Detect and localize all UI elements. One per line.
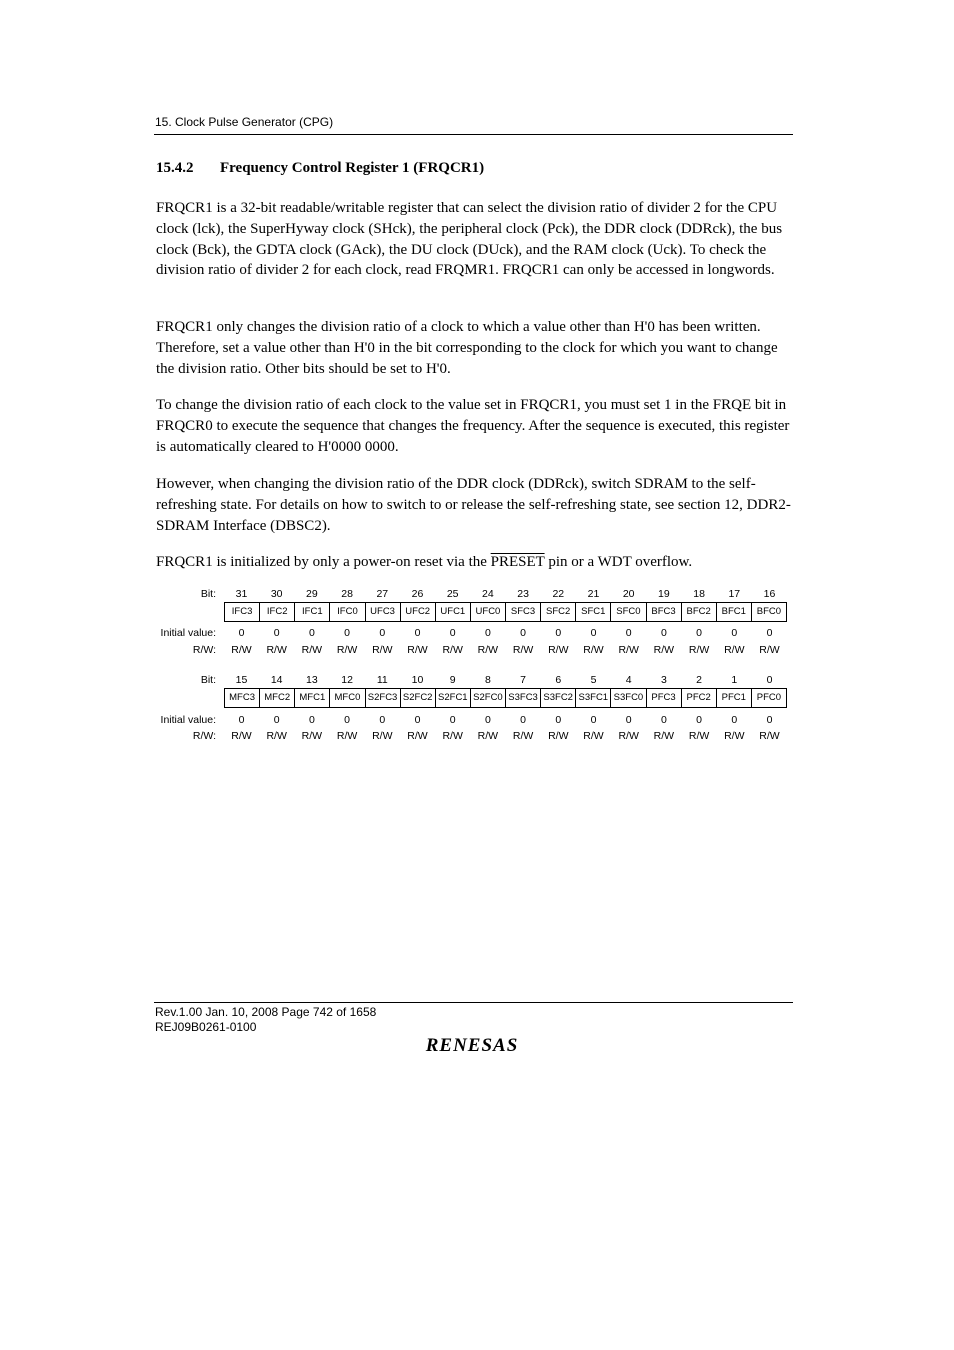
bit-number: 27 bbox=[376, 588, 389, 600]
rw-value: R/W bbox=[407, 644, 428, 656]
register-field: S2FC1 bbox=[436, 689, 471, 707]
register-field: IFC1 bbox=[295, 603, 330, 621]
paragraph-description: FRQCR1 is a 32-bit readable/writable register that can select the division ratio of divider 2 for the CPU clock (lck), the SuperHyway clock (SHck), the peripheral clock (Pck), the DDR clock (DDRck), the bus clock (Bck), the GDTA clock (GAck), the DU clock (DUck), and the RAM clock (Uck). To check the division ratio of divider 2 for each clock, read FRQMR1. FRQCR1 can only be accessed in longwords. bbox=[156, 200, 783, 279]
initial-value: 0 bbox=[555, 714, 562, 726]
initial-value: 0 bbox=[731, 627, 738, 639]
bit-number: 24 bbox=[482, 588, 494, 600]
section-heading bbox=[156, 160, 484, 177]
register-field: S3FC2 bbox=[541, 689, 576, 707]
register-field: BFC3 bbox=[647, 603, 682, 621]
initial-value: 0 bbox=[660, 627, 667, 639]
rw-value: R/W bbox=[407, 730, 428, 742]
bit-number: 0 bbox=[766, 674, 773, 686]
bit-number: 1 bbox=[731, 674, 738, 686]
bit-number: 19 bbox=[658, 588, 670, 600]
bit-number: 17 bbox=[728, 588, 741, 600]
initial-value: 0 bbox=[449, 714, 456, 726]
initial-value: 0 bbox=[696, 627, 703, 639]
rw-value: R/W bbox=[231, 730, 252, 742]
register-field: UFC0 bbox=[471, 603, 506, 621]
bit-number-row-lower-label: Bit: bbox=[200, 674, 216, 686]
bit-number: 4 bbox=[625, 674, 632, 686]
initial-value: 0 bbox=[484, 627, 491, 639]
rw-value: R/W bbox=[266, 730, 287, 742]
bit-number: 6 bbox=[555, 674, 562, 686]
initial-value: 0 bbox=[414, 714, 421, 726]
register-field: S3FC1 bbox=[576, 689, 611, 707]
rw-value: R/W bbox=[512, 644, 534, 656]
register-field: S2FC0 bbox=[471, 689, 506, 707]
rw-value: R/W bbox=[301, 730, 323, 742]
register-field: PFC0 bbox=[756, 692, 782, 703]
bit-number: 5 bbox=[590, 674, 597, 686]
register-fields-lower bbox=[224, 688, 787, 708]
paragraph-frqe-sequence: To change the division ratio of each clock to the value set in FRQCR1, you must set 1 in the FRQE bit in FRQCR0 to execute the sequence that changes the frequency. After the sequence is executed, this register is automatically cleared to H'0000 0000. bbox=[156, 397, 790, 455]
rw-value: R/W bbox=[336, 730, 358, 742]
bit-number: 22 bbox=[552, 588, 565, 600]
register-field: MFC1 bbox=[295, 689, 330, 707]
bit-number: 29 bbox=[306, 588, 318, 600]
rw-value: R/W bbox=[759, 730, 780, 742]
initial-value: 0 bbox=[766, 714, 773, 726]
register-field: SFC3 bbox=[506, 603, 541, 621]
rw-value: R/W bbox=[618, 644, 639, 656]
paragraph-division-ratio: FRQCR1 only changes the division ratio of a clock to which a value other than H'0 has been written. Therefore, set a value other than H'0 in the bit corresponding to the clock for which you want to change the division ratio. Other bits should be set to H'0. bbox=[156, 319, 778, 377]
initial-value: 0 bbox=[273, 627, 280, 639]
footer-doc-number: REJ09B0261-0100 bbox=[155, 1020, 257, 1034]
bit-number: 10 bbox=[411, 674, 424, 686]
rw-value: R/W bbox=[231, 644, 252, 656]
paragraph-initialization bbox=[156, 552, 796, 573]
footer-rule bbox=[154, 1002, 793, 1003]
initial-value: 0 bbox=[520, 627, 527, 639]
rw-value: R/W bbox=[583, 644, 604, 656]
rw-value: R/W bbox=[442, 644, 463, 656]
register-field: BFC0 bbox=[756, 606, 782, 617]
bit-number: 31 bbox=[235, 588, 248, 600]
initial-value: 0 bbox=[766, 627, 773, 639]
initial-value: 0 bbox=[520, 714, 527, 726]
initial-value: 0 bbox=[379, 627, 386, 639]
rw-value: R/W bbox=[477, 730, 499, 742]
initial-value: 0 bbox=[696, 714, 703, 726]
bit-number: 21 bbox=[587, 588, 600, 600]
register-field: IFC0 bbox=[330, 603, 365, 621]
register-field: S2FC2 bbox=[401, 689, 436, 707]
initial-value-row-lower-label: Initial value: bbox=[160, 714, 216, 726]
rw-value: R/W bbox=[583, 730, 604, 742]
register-field: PFC2 bbox=[682, 689, 717, 707]
renesas-logo bbox=[410, 1034, 534, 1061]
rw-value: R/W bbox=[266, 644, 287, 656]
rw-value: R/W bbox=[301, 644, 323, 656]
register-field: PFC3 bbox=[647, 689, 682, 707]
rw-value: R/W bbox=[759, 644, 780, 656]
initial-value: 0 bbox=[449, 627, 456, 639]
rw-row-upper-label: R/W: bbox=[192, 644, 216, 656]
initial-value: 0 bbox=[590, 627, 597, 639]
initial-value: 0 bbox=[555, 627, 562, 639]
initial-value: 0 bbox=[590, 714, 597, 726]
header-rule bbox=[154, 134, 793, 135]
initial-value: 0 bbox=[414, 627, 421, 639]
rw-value: R/W bbox=[336, 644, 358, 656]
initial-value: 0 bbox=[731, 714, 738, 726]
rw-value: R/W bbox=[548, 644, 569, 656]
bit-number: 28 bbox=[341, 588, 353, 600]
register-field: BFC1 bbox=[717, 603, 752, 621]
bit-number: 2 bbox=[696, 674, 703, 686]
bit-number: 14 bbox=[270, 674, 283, 686]
rw-row-lower-label: R/W: bbox=[192, 730, 216, 742]
rw-value: R/W bbox=[372, 730, 393, 742]
bit-number: 15 bbox=[235, 674, 248, 686]
register-field: SFC0 bbox=[611, 603, 646, 621]
register-field: S2FC3 bbox=[366, 689, 401, 707]
rw-value: R/W bbox=[688, 730, 710, 742]
rw-value: R/W bbox=[688, 644, 710, 656]
register-field: BFC2 bbox=[682, 603, 717, 621]
register-field: S3FC3 bbox=[506, 689, 541, 707]
section-title: Frequency Control Register 1 (FRQCR1) bbox=[220, 160, 485, 176]
rw-value: R/W bbox=[372, 644, 393, 656]
rw-value: R/W bbox=[653, 730, 675, 742]
bit-number: 26 bbox=[411, 588, 424, 600]
bit-number: 23 bbox=[517, 588, 529, 600]
initial-value: 0 bbox=[308, 627, 315, 639]
register-field: IFC2 bbox=[260, 603, 295, 621]
bit-number-row-upper-label: Bit: bbox=[200, 588, 216, 600]
register-field: S3FC0 bbox=[611, 689, 646, 707]
preset-pin-name: PRESET bbox=[490, 554, 545, 570]
paragraph-ddr-note: However, when changing the division ratio of the DDR clock (DDRck), switch SDRAM to the self-refreshing state. For details on how to switch to or release the self-refreshing state, see section 12, DDR2-SDRAM Interface (DBSC2). bbox=[156, 476, 791, 534]
footer-revision: Rev.1.00 Jan. 10, 2008 Page 742 of 1658 bbox=[155, 1005, 377, 1019]
bit-number: 9 bbox=[449, 674, 456, 686]
bit-number: 12 bbox=[341, 674, 353, 686]
initial-value-row-upper-label: Initial value: bbox=[160, 627, 216, 639]
register-field: MFC3 bbox=[225, 689, 260, 707]
initial-value: 0 bbox=[625, 714, 632, 726]
bit-number: 25 bbox=[446, 588, 459, 600]
bit-number: 11 bbox=[376, 674, 388, 686]
register-field: SFC2 bbox=[541, 603, 576, 621]
logo-wordmark: RENESAS bbox=[425, 1035, 519, 1056]
rw-value: R/W bbox=[442, 730, 463, 742]
bit-number: 13 bbox=[306, 674, 318, 686]
initial-value: 0 bbox=[238, 714, 245, 726]
rw-value: R/W bbox=[512, 730, 534, 742]
register-field: MFC2 bbox=[260, 689, 295, 707]
initial-value: 0 bbox=[273, 714, 280, 726]
initial-value: 0 bbox=[484, 714, 491, 726]
register-fields-upper bbox=[224, 602, 787, 622]
init-text-after: pin or a WDT overflow. bbox=[544, 554, 693, 570]
rw-value: R/W bbox=[477, 644, 499, 656]
register-field: IFC3 bbox=[225, 603, 260, 621]
initial-value: 0 bbox=[238, 627, 245, 639]
initial-value: 0 bbox=[660, 714, 667, 726]
bit-number: 3 bbox=[660, 674, 667, 686]
register-field: UFC1 bbox=[436, 603, 471, 621]
register-field: UFC3 bbox=[366, 603, 401, 621]
initial-value: 0 bbox=[379, 714, 386, 726]
bit-number: 8 bbox=[484, 674, 491, 686]
init-text-before: FRQCR1 is initialized by only a power-on reset via the bbox=[156, 554, 491, 570]
bit-number: 16 bbox=[763, 588, 776, 600]
rw-value: R/W bbox=[618, 730, 639, 742]
bit-number: 18 bbox=[693, 588, 705, 600]
section-number: 15.4.2 bbox=[156, 160, 194, 176]
rw-value: R/W bbox=[653, 644, 675, 656]
bit-number: 30 bbox=[270, 588, 283, 600]
register-field: UFC2 bbox=[401, 603, 436, 621]
rw-value: R/W bbox=[548, 730, 569, 742]
running-header: 15. Clock Pulse Generator (CPG) bbox=[155, 115, 334, 129]
register-field: MFC0 bbox=[330, 689, 365, 707]
initial-value: 0 bbox=[344, 627, 351, 639]
bit-number: 7 bbox=[520, 674, 527, 686]
rw-value: R/W bbox=[724, 730, 745, 742]
rw-value: R/W bbox=[724, 644, 745, 656]
initial-value: 0 bbox=[625, 627, 632, 639]
register-field: SFC1 bbox=[576, 603, 611, 621]
register-field: PFC1 bbox=[717, 689, 752, 707]
initial-value: 0 bbox=[308, 714, 315, 726]
initial-value: 0 bbox=[344, 714, 351, 726]
bit-number: 20 bbox=[622, 588, 635, 600]
